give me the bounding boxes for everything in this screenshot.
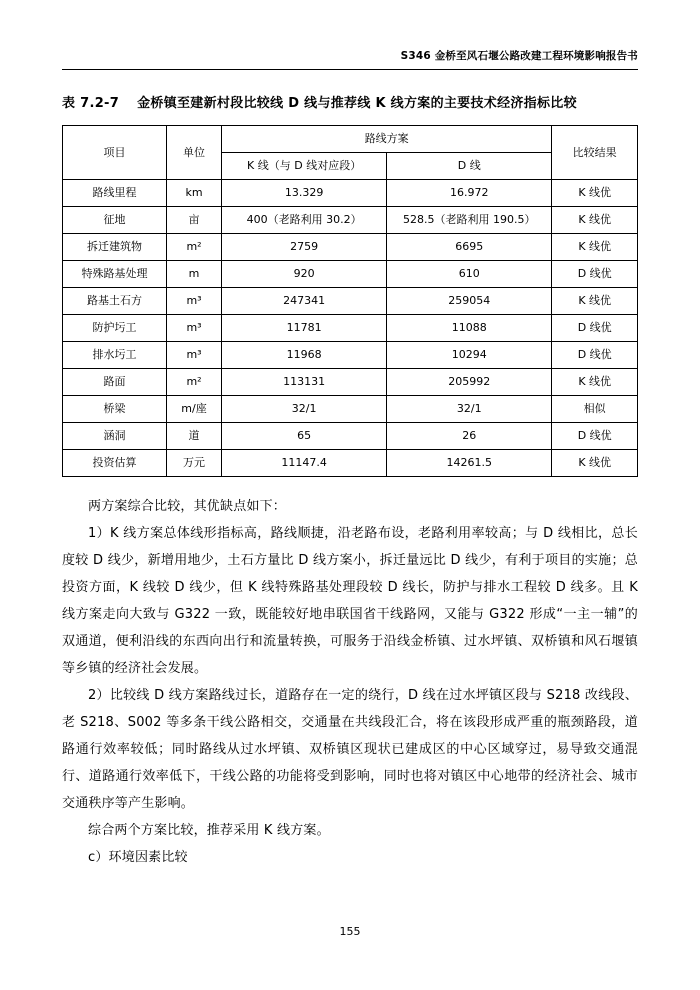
table-row bbox=[63, 450, 638, 477]
cell-item: 路面 bbox=[63, 369, 167, 396]
cell-k: 247341 bbox=[222, 288, 387, 315]
cell-k: 32/1 bbox=[222, 396, 387, 423]
header-unit: 单位 bbox=[166, 126, 221, 180]
table-row bbox=[63, 396, 638, 423]
paragraph-d-line: 2）比较线 D 线方案路线过长，道路存在一定的绕行，D 线在过水坪镇区段与 S218 改线段、老 S218、S002 等多条干线公路相交，交通量在共线段汇合，将在该段形成严重的瓶颈路段，道路通行效率较低；同时路线从过水坪镇、双桥镇区现状已建成区的中心区域穿过，易导致交通混行、道路通行效率低下，干线公路的功能将受到影响，同时也将对镇区中心地带的经济社会、城市交通秩序等产生影响。 bbox=[62, 688, 638, 811]
cell-result: K 线优 bbox=[552, 207, 638, 234]
cell-item: 路线里程 bbox=[63, 180, 167, 207]
table-row bbox=[63, 288, 638, 315]
cell-k: 11781 bbox=[222, 315, 387, 342]
header-title: S346 金桥至风石堰公路改建工程环境影响报告书 bbox=[400, 50, 638, 62]
table-row bbox=[63, 369, 638, 396]
cell-unit: km bbox=[166, 180, 221, 207]
cell-d: 259054 bbox=[387, 288, 552, 315]
cell-d: 11088 bbox=[387, 315, 552, 342]
cell-k: 2759 bbox=[222, 234, 387, 261]
cell-result: K 线优 bbox=[552, 288, 638, 315]
cell-unit: m bbox=[166, 261, 221, 288]
cell-k: 113131 bbox=[222, 369, 387, 396]
header-d-line: D 线 bbox=[387, 153, 552, 180]
cell-d: 16.972 bbox=[387, 180, 552, 207]
cell-k: 11968 bbox=[222, 342, 387, 369]
cell-d: 205992 bbox=[387, 369, 552, 396]
cell-item: 桥梁 bbox=[63, 396, 167, 423]
cell-item: 特殊路基处理 bbox=[63, 261, 167, 288]
cell-k: 400（老路利用 30.2） bbox=[222, 207, 387, 234]
cell-item: 征地 bbox=[63, 207, 167, 234]
cell-unit: 道 bbox=[166, 423, 221, 450]
cell-unit: m³ bbox=[166, 342, 221, 369]
cell-d: 6695 bbox=[387, 234, 552, 261]
cell-result: K 线优 bbox=[552, 234, 638, 261]
cell-k: 920 bbox=[222, 261, 387, 288]
body-text bbox=[62, 493, 638, 871]
cell-unit: 亩 bbox=[166, 207, 221, 234]
cell-d: 32/1 bbox=[387, 396, 552, 423]
cell-k: 65 bbox=[222, 423, 387, 450]
cell-result: K 线优 bbox=[552, 450, 638, 477]
cell-result: D 线优 bbox=[552, 423, 638, 450]
cell-result: D 线优 bbox=[552, 315, 638, 342]
cell-result: K 线优 bbox=[552, 180, 638, 207]
cell-item: 涵洞 bbox=[63, 423, 167, 450]
cell-result: D 线优 bbox=[552, 261, 638, 288]
cell-k: 11147.4 bbox=[222, 450, 387, 477]
cell-item: 投资估算 bbox=[63, 450, 167, 477]
table-caption bbox=[62, 92, 638, 111]
cell-d: 26 bbox=[387, 423, 552, 450]
cell-item: 排水圬工 bbox=[63, 342, 167, 369]
table-caption-number: 表 7.2-7 bbox=[62, 96, 120, 111]
cell-d: 528.5（老路利用 190.5） bbox=[387, 207, 552, 234]
table-row bbox=[63, 423, 638, 450]
table-row bbox=[63, 207, 638, 234]
paragraph-k-line: 1）K 线方案总体线形指标高，路线顺捷，沿老路布设，老路利用率较高；与 D 线相比，总长度较 D 线少，新增用地少，土石方量比 D 线方案小，拆迁量远比 D 线少，有利于项目的实施；总投资方面，K 线较 D 线少，但 K 线特殊路基处理段较 D 线长，防护与排水工程较 D 线多。且 K 线方案走向大致与 G322 一致，既能较好地串联国省干线路网，又能与 G322 形成“一主一辅”的双通道，便利沿线的东西向出行和流量转换，可服务于沿线金桥镇、过水坪镇、双桥镇和风石堰镇等乡镇的经济社会发展。 bbox=[62, 526, 638, 676]
cell-item: 防护圬工 bbox=[63, 315, 167, 342]
cell-unit: 万元 bbox=[166, 450, 221, 477]
header-result: 比较结果 bbox=[552, 126, 638, 180]
header-k-line: K 线（与 D 线对应段） bbox=[222, 153, 387, 180]
cell-d: 10294 bbox=[387, 342, 552, 369]
table-caption-text: 金桥镇至建新村段比较线 D 线与推荐线 K 线方案的主要技术经济指标比较 bbox=[137, 96, 577, 111]
cell-unit: m³ bbox=[166, 315, 221, 342]
cell-d: 610 bbox=[387, 261, 552, 288]
table-row bbox=[63, 342, 638, 369]
paragraph-section-c: c）环境因素比较 bbox=[88, 850, 188, 865]
table-header-row bbox=[63, 126, 638, 153]
table-row bbox=[63, 234, 638, 261]
page-header bbox=[62, 0, 638, 63]
cell-d: 14261.5 bbox=[387, 450, 552, 477]
header-route-plan: 路线方案 bbox=[222, 126, 552, 153]
paragraph-intro: 两方案综合比较，其优缺点如下： bbox=[88, 499, 287, 514]
cell-result: K 线优 bbox=[552, 369, 638, 396]
table-row bbox=[63, 261, 638, 288]
cell-unit: m² bbox=[166, 234, 221, 261]
comparison-table bbox=[62, 125, 638, 477]
table-row bbox=[63, 180, 638, 207]
table-row bbox=[63, 315, 638, 342]
cell-item: 拆迁建筑物 bbox=[63, 234, 167, 261]
cell-k: 13.329 bbox=[222, 180, 387, 207]
cell-result: D 线优 bbox=[552, 342, 638, 369]
cell-result: 相似 bbox=[552, 396, 638, 423]
page-number: 155 bbox=[339, 925, 361, 938]
cell-unit: m² bbox=[166, 369, 221, 396]
paragraph-conclusion: 综合两个方案比较，推荐采用 K 线方案。 bbox=[88, 823, 330, 838]
cell-item: 路基土石方 bbox=[63, 288, 167, 315]
header-divider bbox=[62, 69, 638, 70]
cell-unit: m³ bbox=[166, 288, 221, 315]
cell-unit: m/座 bbox=[166, 396, 221, 423]
header-item: 项目 bbox=[63, 126, 167, 180]
